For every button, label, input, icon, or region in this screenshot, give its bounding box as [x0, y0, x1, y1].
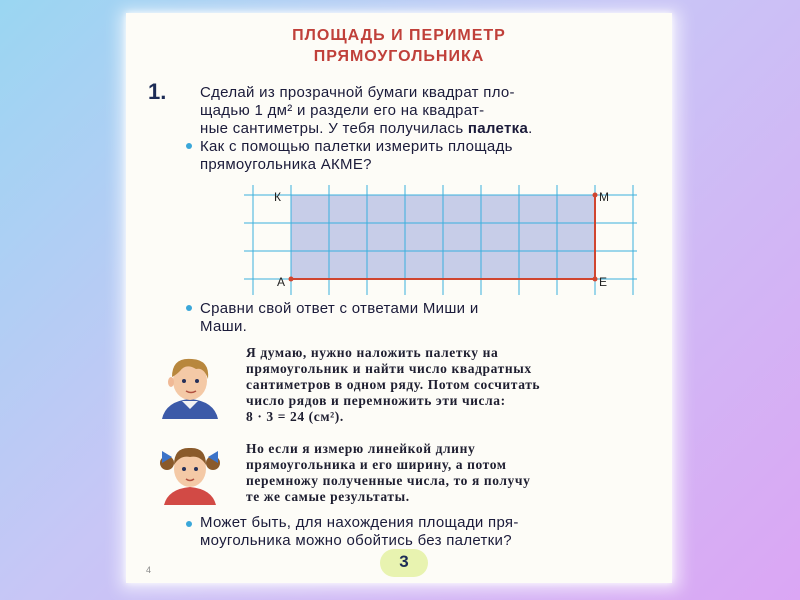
corner-mark: 4 [146, 565, 152, 575]
task-text-line [200, 120, 533, 137]
question1-line: Как с помощью палетки измерить площадь [200, 138, 513, 155]
masha-speech-line: прямоугольника и его ширину, а потом [246, 457, 507, 472]
question2-line: Сравни свой ответ с ответами Миши и [200, 300, 479, 317]
masha-speech-line: Но если я измерю линейкой длину [246, 441, 476, 456]
masha-speech-line: те же самые результаты. [246, 489, 410, 504]
task-text-line: Сделай из прозрачной бумаги квадрат пло- [200, 84, 515, 101]
misha-avatar [156, 351, 224, 419]
bullet-icon [186, 521, 192, 527]
keyword-period: . [528, 120, 533, 137]
palette-grid-svg [244, 185, 644, 295]
point-a [289, 277, 294, 282]
palette-figure [244, 185, 644, 300]
question3-line: Может быть, для нахождения площади пря- [200, 514, 519, 531]
bullet-icon [186, 305, 192, 311]
task-text-line: щадью 1 дм² и раздели его на квадрат- [200, 102, 485, 119]
keyword-paletka: палетка [467, 120, 529, 137]
page-number: 3 [399, 552, 409, 571]
bullet-icon [186, 143, 192, 149]
page-title-line1: ПЛОЩАДЬ И ПЕРИМЕТР [292, 27, 506, 44]
misha-speech-line: сантиметров в одном ряду. Потом сосчитать [246, 377, 541, 392]
misha-speech-line: число рядов и перемножить эти числа: [246, 393, 506, 408]
label-m: М [599, 190, 609, 204]
label-k: К [274, 190, 281, 204]
question2-line: Маши. [200, 318, 248, 335]
masha-speech-line: перемножу полученные числа, то я получу [246, 473, 531, 488]
misha-speech-line: прямоугольник и найти число квадратных [246, 361, 532, 376]
textbook-page [126, 13, 672, 583]
task-number: 1. [148, 79, 167, 104]
girl-icon [156, 437, 224, 505]
task-text-line-body: ные сантиметры. У тебя получилась [200, 120, 464, 137]
misha-speech-line: 8 · 3 = 24 (см²). [246, 409, 344, 424]
page-title-line2: ПРЯМОУГОЛЬНИКА [313, 48, 485, 65]
label-a: А [277, 275, 286, 289]
point-m [593, 193, 598, 198]
misha-speech-line: Я думаю, нужно наложить палетку на [246, 345, 499, 360]
point-e [593, 277, 598, 282]
boy-icon [156, 351, 224, 419]
question3-line: моугольника можно обойтись без палетки? [200, 532, 512, 549]
label-e: Е [599, 275, 608, 289]
question1-line: прямоугольника АКМЕ? [200, 156, 372, 173]
masha-avatar [156, 437, 224, 505]
